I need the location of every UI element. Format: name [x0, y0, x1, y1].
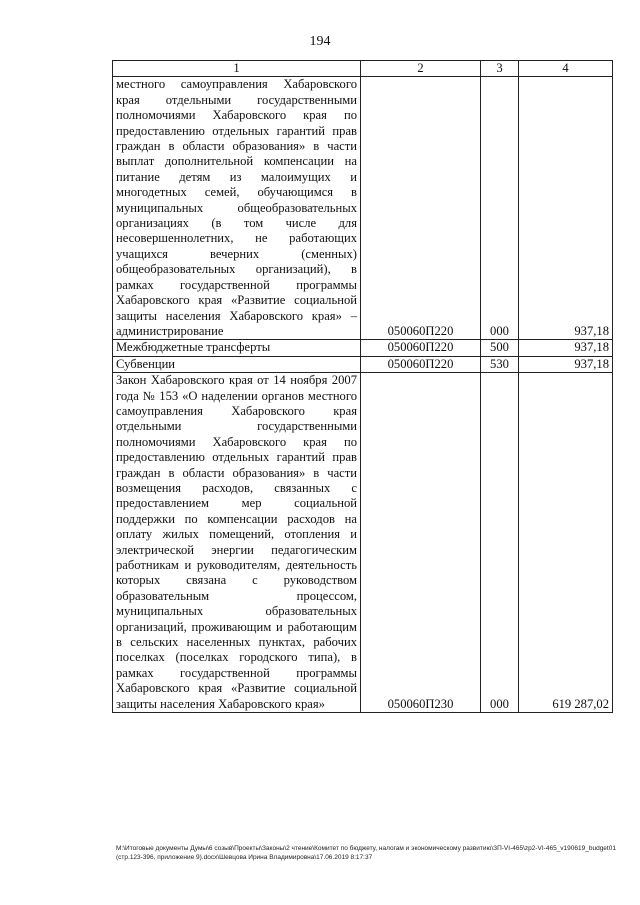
row-code: 050060П220 — [361, 356, 481, 372]
row-amount: 937,18 — [519, 356, 613, 372]
row-expense-type: 000 — [481, 373, 519, 713]
table-row — [113, 356, 613, 372]
row-description: Субвенции — [113, 356, 361, 372]
column-header-2: 2 — [361, 61, 481, 77]
column-header-3: 3 — [481, 61, 519, 77]
row-code: 050060П220 — [361, 77, 481, 340]
row-amount: 619 287,02 — [519, 373, 613, 713]
row-amount: 937,18 — [519, 340, 613, 356]
row-description: местного самоуправления Хабаровского края отдельными государственными полномочиями Хабаровского края по предоставлению отдельных гарантий прав граждан в области образования» в части выплат дополнительной компенсации на питание детям из малоимущих и многодетных семей, обучающимся в муниципальных общеобразовательных организациях (в том числе для несовершеннолетних, не работающих учащихся вечерних (сменных) общеобразовательных организаций), в рамках государственной программы Хабаровского края «Развитие социальной защиты населения Хабаровского края» – администрирование — [113, 77, 361, 340]
row-expense-type: 000 — [481, 77, 519, 340]
table-row — [113, 340, 613, 356]
table-row — [113, 77, 613, 340]
row-expense-type: 530 — [481, 356, 519, 372]
table-header-row — [113, 61, 613, 77]
row-amount: 937,18 — [519, 77, 613, 340]
row-description: Закон Хабаровского края от 14 ноября 2007 года № 153 «О наделении органов местного самоуправления Хабаровского края отдельными государственными полномочиями Хабаровского края по предоставлению отдельных гарантий прав граждан в области образования» в части возмещения расходов, связанных с предоставлением мер социальной поддержки по компенсации расходов на оплату жилых помещений, отопления и электрической энергии педагогическим работникам и руководителям, деятельность которых связана с руководством образовательным процессом, муниципальных образовательных организаций, проживающим и работающим в сельских населенных пунктах, рабочих поселках (поселках городского типа), в рамках государственной программы Хабаровского края «Развитие социальной защиты населения Хабаровского края» — [113, 373, 361, 713]
column-header-1: 1 — [113, 61, 361, 77]
page-number: 194 — [309, 34, 331, 49]
file-path-footer: M:\Итоговые документы Думы\6 созыв\Проекты\Законы\2 чтение\Комитет по бюджету, налогам и экономическому развитию\ЗП-VI-465\zp2-VI-465_v190619_budget01 (стр.123-396, приложение 9).docx\Шевцова Ирина Владимировна\17.06.2019 8:17:37 — [116, 845, 616, 861]
table-row — [113, 373, 613, 713]
row-code: 050060П220 — [361, 340, 481, 356]
budget-table — [112, 60, 613, 713]
column-header-4: 4 — [519, 61, 613, 77]
row-code: 050060П230 — [361, 373, 481, 713]
row-description: Межбюджетные трансферты — [113, 340, 361, 356]
row-expense-type: 500 — [481, 340, 519, 356]
